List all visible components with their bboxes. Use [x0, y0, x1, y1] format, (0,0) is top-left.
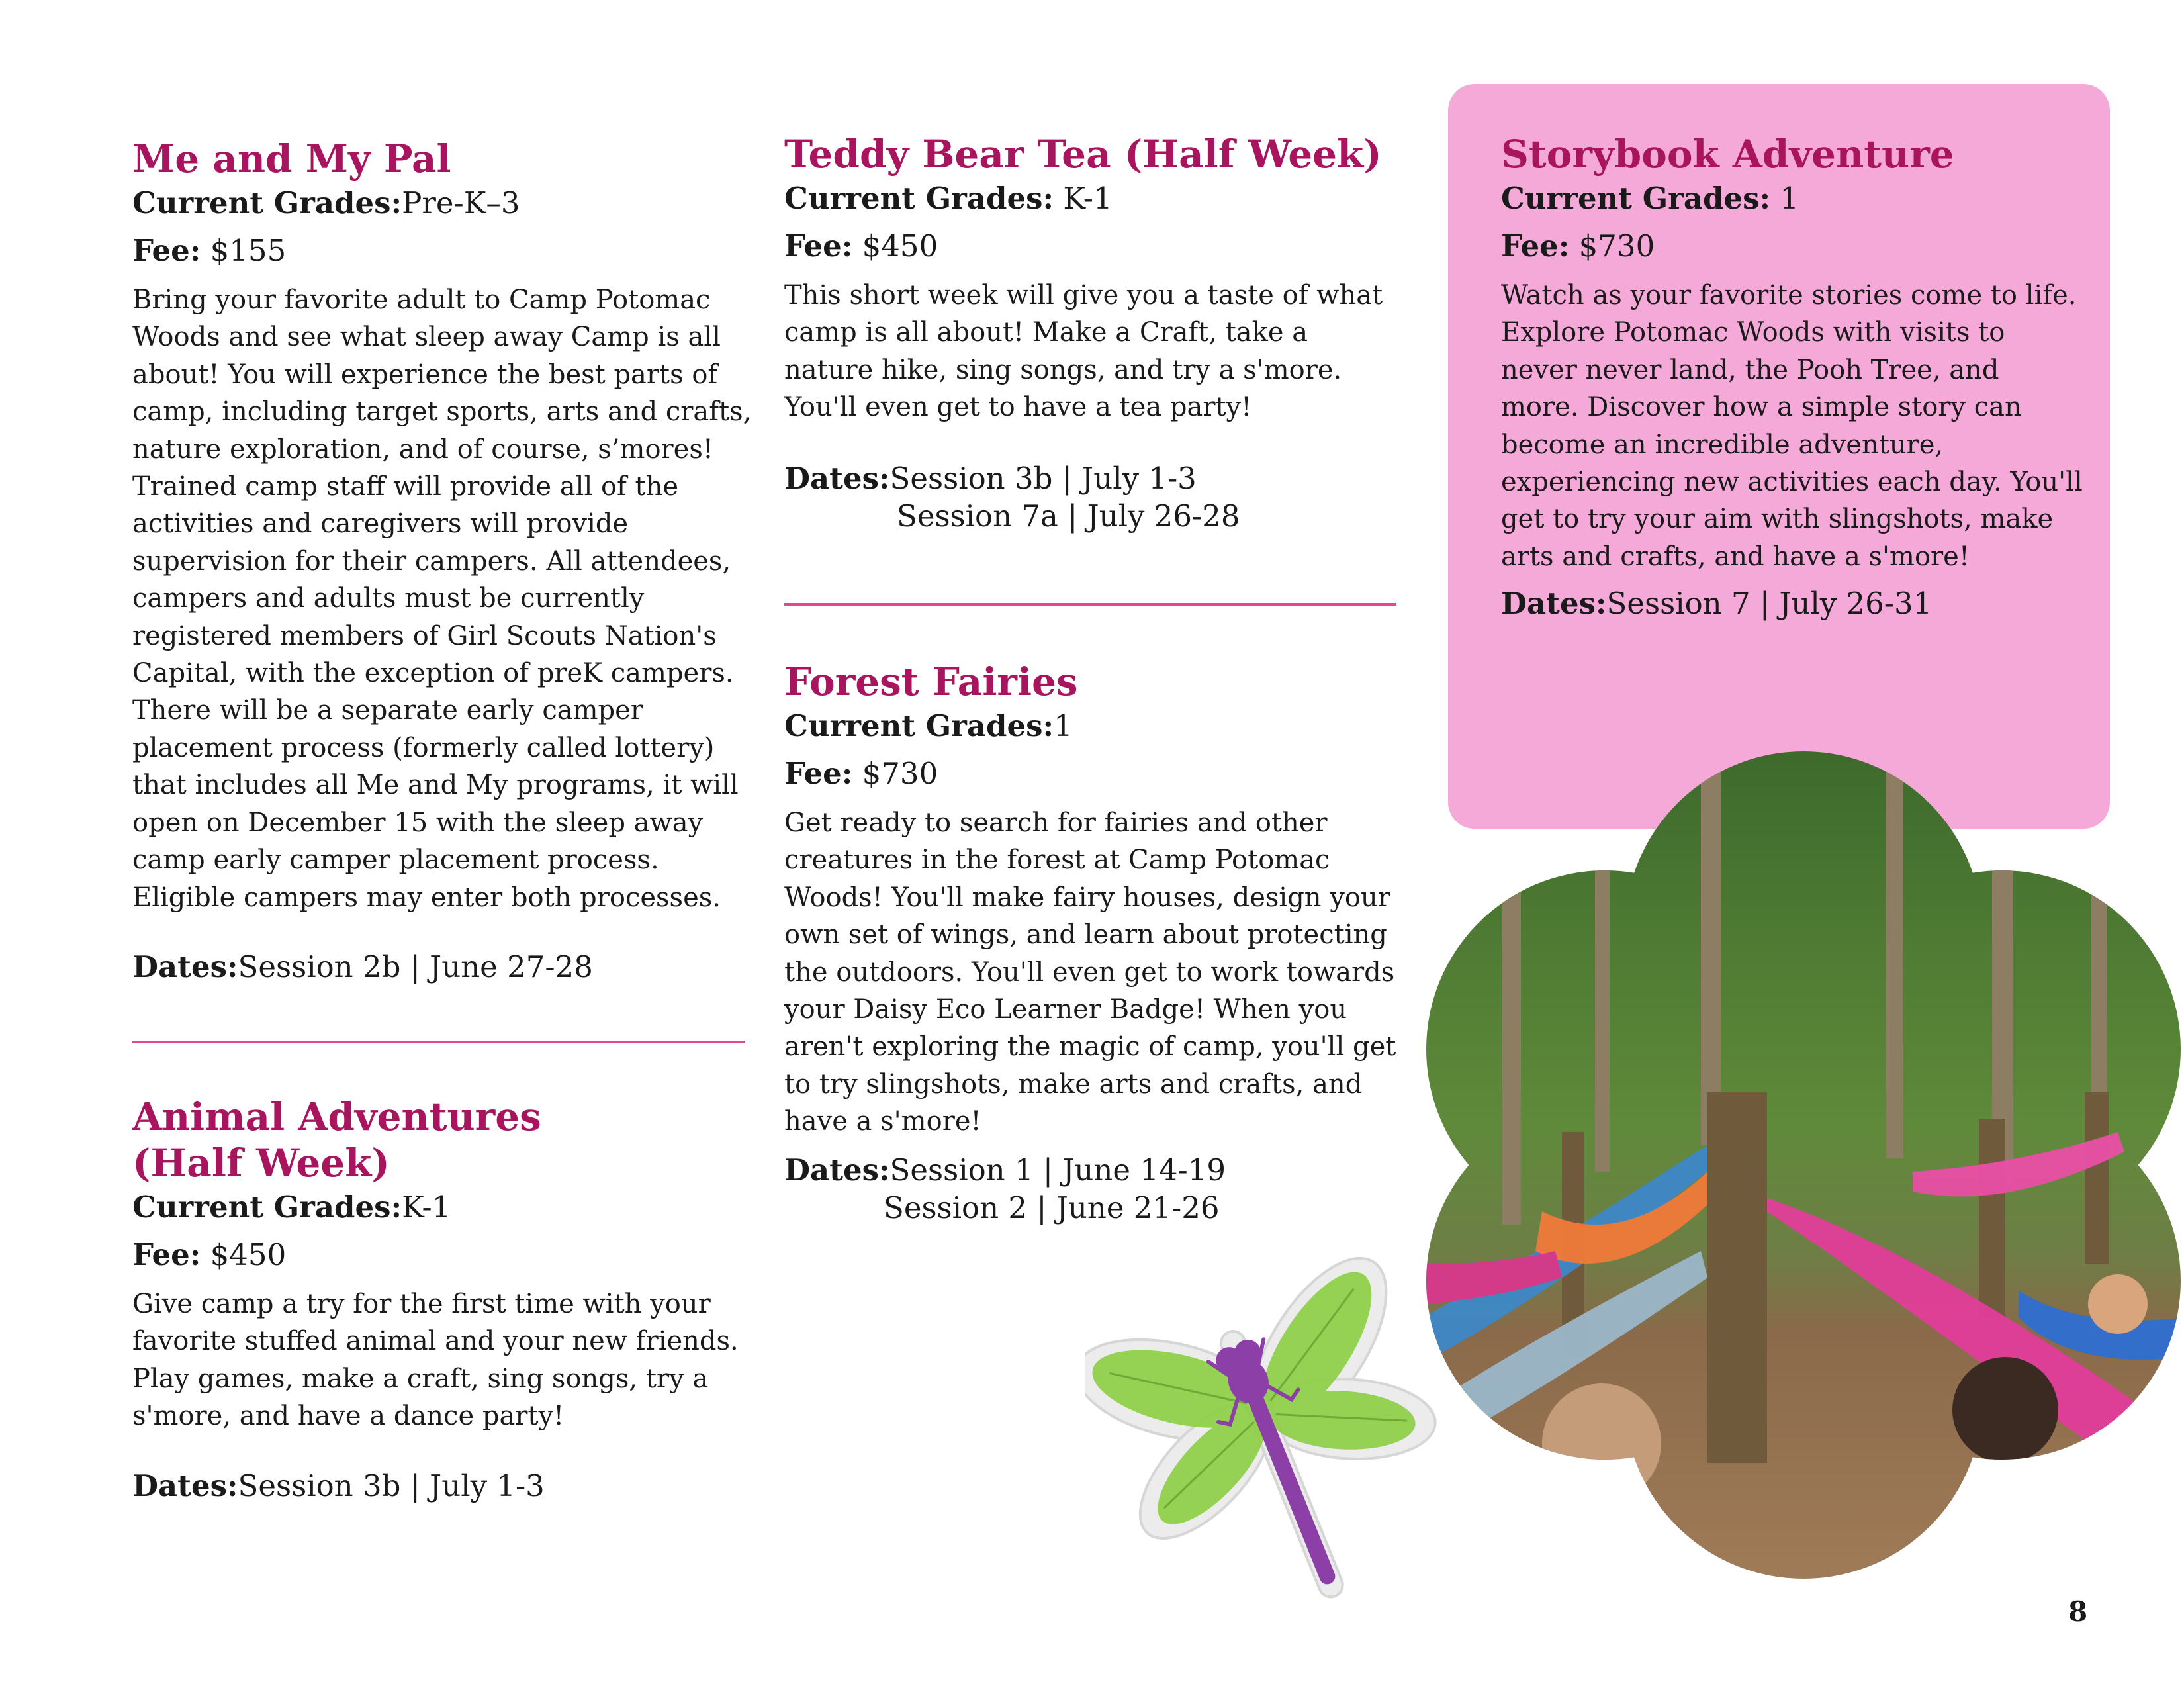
page-number: 8 — [2068, 1595, 2088, 1628]
dates-value: Session 3b | July 1-3 — [238, 1468, 545, 1503]
dates-label: Dates: — [132, 1468, 238, 1503]
dragonfly-sticker-icon — [1085, 1244, 1456, 1628]
fee-value: $730 — [862, 756, 938, 791]
fee-line — [784, 754, 1403, 794]
program-title: Forest Fairies — [784, 659, 1078, 704]
grades-label: Current Grades: — [132, 185, 402, 220]
program-description: Bring your favorite adult to Camp Potomac Woods and see what sleep away Camp is all about! You will experience the best parts of camp, including target sports, arts and crafts, nature exploration, and of course, s’mores! Trained camp staff will provide all of the activities and caregivers will provide supervision for their campers. All attendees, campers and adults must be currently registered members of Girl Scouts Nation's Capital, with the exception of preK campers. There will be a separate early camper placement process (formerly called lottery) that includes all Me and My programs, it will open on December 15 with the sleep away camp early camper placement process. Eligible campers may enter both processes. — [132, 285, 752, 913]
camper — [2088, 1274, 2148, 1334]
grades-line — [132, 1188, 764, 1227]
dates-line — [132, 948, 764, 986]
dates-value-2: Session 7a | July 26-28 — [897, 498, 1240, 534]
program-title — [132, 1094, 764, 1186]
dates-value: Session 2b | June 27-28 — [238, 949, 593, 984]
dates-label: Dates: — [1501, 586, 1607, 622]
program-me-and-my-pal — [132, 136, 764, 986]
grades-value: 1 — [1054, 708, 1073, 743]
fee-label: Fee: — [1501, 228, 1570, 263]
dates-value: Session 1 | June 14-19 — [889, 1152, 1226, 1188]
program-description: Get ready to search for fairies and other creatures in the forest at Camp Potomac Woods! You'll make fairy houses, design your own set of wings, and learn about protecting the outdoors. You'll even get to work towards your Daisy Eco Learner Badge! When you aren't exploring the magic of camp, you'll get to try slingshots, make arts and crafts, and have a s'more! — [784, 808, 1396, 1137]
grades-label: Current Grades: — [132, 1190, 402, 1225]
fee-value: $155 — [210, 233, 287, 268]
fee-value: $730 — [1578, 228, 1655, 263]
fee-label: Fee: — [132, 1237, 201, 1272]
grades-line — [132, 183, 764, 223]
dates-block — [784, 1151, 1403, 1227]
dates-label: Dates: — [784, 460, 890, 496]
dates-value-2: Session 2 | June 21-26 — [884, 1190, 1220, 1225]
program-description: Watch as your favorite stories come to life. Explore Potomac Woods with visits to never never land, the Pooh Tree, and more. Discover how a simple story can become an incredible adventure, experiencing new activities each day. You'll get to try your aim with slingshots, make arts and crafts, and have a s'more! — [1501, 280, 2083, 572]
dates-label: Dates: — [784, 1152, 890, 1188]
fee-label: Fee: — [784, 228, 853, 263]
program-title-line-2: (Half Week) — [132, 1141, 390, 1186]
program-description: This short week will give you a taste of what camp is all about! Make a Craft, take a nature hike, sing songs, and try a s'more. You'll even get to have a tea party! — [784, 280, 1383, 423]
program-forest-fairies — [784, 659, 1403, 1227]
grades-line — [1501, 179, 2083, 218]
grades-value: K-1 — [402, 1190, 451, 1225]
grades-label: Current Grades: — [1501, 181, 1771, 216]
fee-value: $450 — [210, 1237, 287, 1272]
dates-value: Session 3b | July 1-3 — [889, 460, 1197, 496]
dates-block — [784, 459, 1403, 535]
program-teddy-bear-tea — [784, 131, 1403, 535]
grades-line — [784, 706, 1403, 746]
dates-line — [132, 1467, 764, 1505]
program-title-line-1: Animal Adventures — [132, 1094, 541, 1139]
program-description: Give camp a try for the first time with your favorite stuffed animal and your new friends. Play games, make a craft, sing songs, try a s'more, and have a dance party! — [132, 1289, 739, 1432]
fee-line — [1501, 226, 2083, 266]
grades-value: Pre-K–3 — [402, 185, 520, 220]
program-title: Teddy Bear Tea (Half Week) — [784, 132, 1382, 177]
fee-label: Fee: — [132, 233, 201, 268]
dates-label: Dates: — [132, 949, 238, 984]
fee-line — [784, 226, 1403, 266]
camp-hammock-photo — [1423, 748, 2184, 1582]
grades-label: Current Grades: — [784, 181, 1054, 216]
fee-line — [132, 231, 764, 271]
dates-value: Session 7 | July 26-31 — [1606, 586, 1933, 622]
program-title: Storybook Adventure — [1501, 132, 1954, 177]
fee-label: Fee: — [784, 756, 853, 791]
program-title: Me and My Pal — [132, 136, 451, 181]
camper — [1542, 1383, 1661, 1503]
section-divider — [132, 1041, 745, 1043]
grades-label: Current Grades: — [784, 708, 1054, 743]
program-animal-adventures — [132, 1094, 764, 1505]
grades-value: K-1 — [1063, 181, 1113, 216]
fee-line — [132, 1235, 764, 1275]
dates-line — [1501, 585, 2083, 622]
camper — [1952, 1357, 2058, 1463]
program-storybook-adventure — [1501, 131, 2083, 622]
grades-value: 1 — [1780, 181, 1799, 216]
fee-value: $450 — [862, 228, 938, 263]
grades-line — [784, 179, 1403, 218]
section-divider — [784, 603, 1396, 606]
